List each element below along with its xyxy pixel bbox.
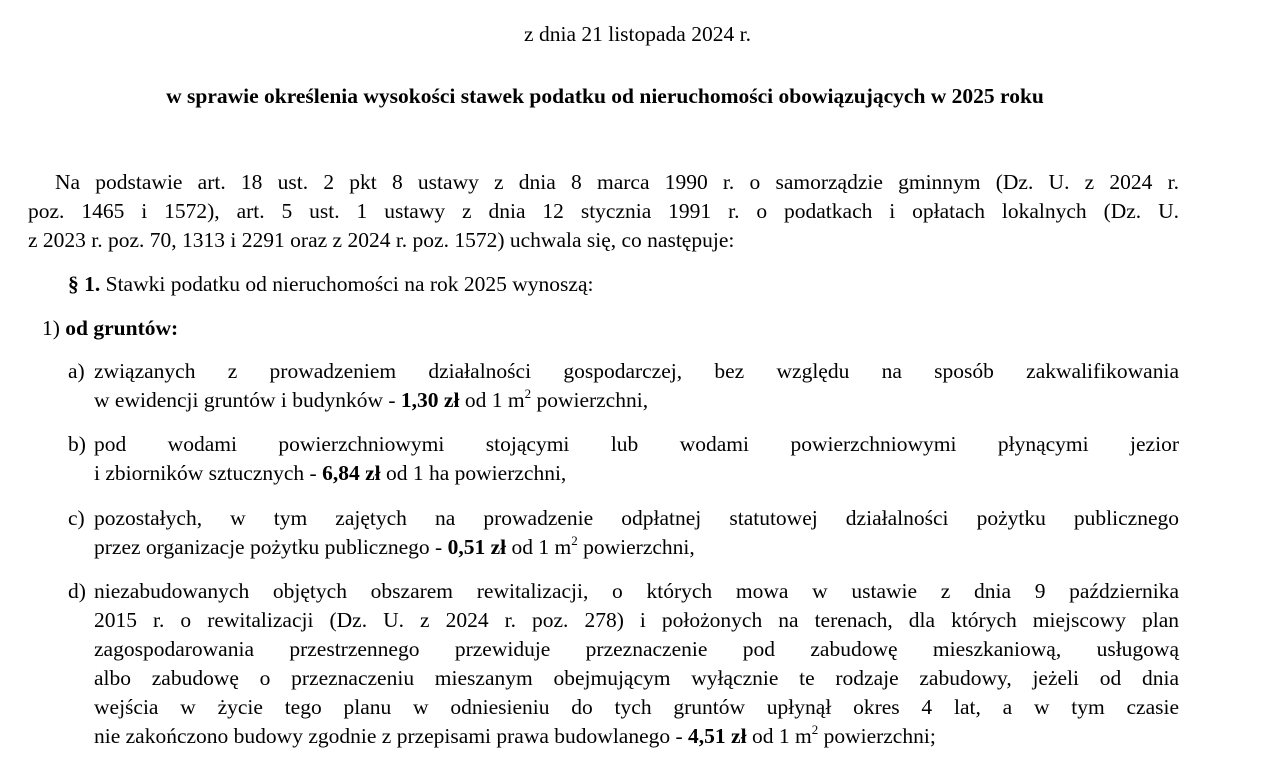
sub-item-line: nie zakończono budowy zgodnie z przepisami prawa budowlanego - 4,51 zł od 1 $m^2$ powierzchni;: [94, 722, 936, 748]
preamble-line: z 2023 r. poz. 70, 1313 i 2291 oraz z 2024 r. poz. 1572) uchwala się, co następuje:: [28, 228, 735, 252]
item-number: 1): [42, 316, 60, 340]
section-1: [68, 270, 593, 299]
resolution-date: z dnia 21 listopada 2024 r.: [524, 22, 751, 46]
sub-item-line: pozostałych, w tym zajętych na prowadzenie odpłatnej statutowej działalności pożytku publicznego: [94, 506, 1179, 530]
tax-amount: 6,84 zł: [322, 461, 381, 485]
sub-item-line: i zbiorników sztucznych - 6,84 zł od 1 ha powierzchni,: [94, 461, 567, 485]
sub-item-a: [68, 357, 1179, 415]
sub-item-label: d): [68, 579, 86, 603]
section-text: Stawki podatku od nieruchomości na rok 2025 wynoszą:: [100, 272, 594, 296]
sub-item-b: [68, 430, 1179, 488]
sub-item-line: 2015 r. o rewitalizacji (Dz. U. z 2024 r. poz. 278) i położonych na terenach, dla których miejscowy plan: [94, 608, 1179, 632]
preamble-line: poz. 1465 i 1572), art. 5 ust. 1 ustawy z dnia 12 stycznia 1991 r. o podatkach i opłatach lokalnych (Dz. U.: [28, 199, 1179, 223]
tax-amount: 1,30 zł: [400, 388, 460, 412]
preamble-line: Na podstawie art. 18 ust. 2 pkt 8 ustawy z dnia 8 marca 1990 r. o samorządzie gminnym (Dz. U. z 2024 r.: [55, 170, 1179, 194]
tax-amount: 0,51 zł: [447, 535, 507, 559]
sub-item-line: albo zabudowę o przeznaczeniu mieszanym obejmującym wyłącznie te rodzaje zabudowy, jeżeli od dnia: [94, 666, 1179, 690]
sub-item-d: [68, 577, 1179, 751]
resolution-subject: w sprawie określenia wysokości stawek podatku od nieruchomości obowiązujących w 2025 roku: [166, 84, 1044, 108]
sub-item-label: c): [68, 506, 85, 530]
section-mark: § 1.: [68, 272, 101, 296]
sub-item-line: zagospodarowania przestrzennego przewiduje przeznaczenie pod zabudowę mieszkaniową, usługową: [94, 637, 1179, 661]
preamble: [28, 168, 1179, 255]
sub-item-label: a): [68, 359, 85, 383]
item-1: [42, 314, 178, 343]
tax-amount: 4,51 zł: [688, 724, 747, 748]
sub-item-line: pod wodami powierzchniowymi stojącymi lub wodami powierzchniowymi płynącymi jezior: [94, 432, 1179, 456]
sub-item-line: przez organizacje pożytku publicznego - 0,51 zł od 1 $m^2$ powierzchni,: [94, 533, 695, 559]
item-title: od gruntów:: [65, 316, 179, 340]
sub-item-label: b): [68, 432, 86, 456]
sub-item-line: w ewidencji gruntów i budynków - 1,30 zł od 1 $m^2$ powierzchni,: [94, 386, 649, 412]
sub-item-line: niezabudowanych objętych obszarem rewitalizacji, o których mowa w ustawie z dnia 9 października: [94, 579, 1179, 603]
sub-item-c: [68, 504, 1179, 562]
sub-item-line: wejścia w życie tego planu w odniesieniu do tych gruntów upłynął okres 4 lat, a w tym czasie: [94, 695, 1179, 719]
sub-item-line: związanych z prowadzeniem działalności gospodarczej, bez względu na sposób zakwalifikowania: [94, 359, 1179, 383]
